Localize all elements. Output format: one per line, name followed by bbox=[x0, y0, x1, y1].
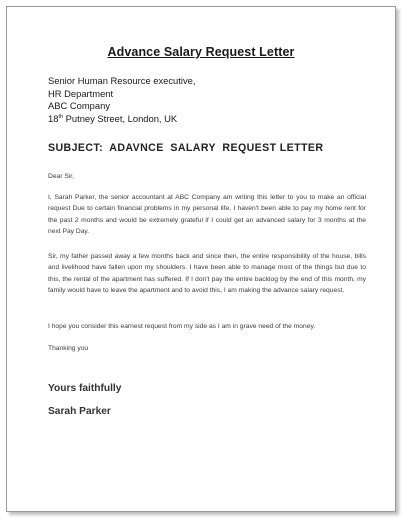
recipient-title: Senior Human Resource executive, bbox=[48, 75, 196, 86]
letter-subject: SUBJECT: ADAVNCE SALARY REQUEST LETTER bbox=[48, 142, 324, 154]
closing-line: Yours faithfully bbox=[48, 383, 122, 394]
letter-title: Advance Salary Request Letter bbox=[107, 45, 295, 59]
street-name: Putney Street, London, UK bbox=[63, 112, 178, 124]
signature-name: Sarah Parker bbox=[48, 406, 111, 417]
body-paragraph-2: Sir, my father passed away a few months back and since then, the entire responsibility of the house, bills and livelihood have fallen upon my shoulders. I have been able to manage most of the things but due to this, the rental of the apartment has suffered. If I don't pay the entire backlog by the end of this month, my family would have to leave the apartment and to avoid this, I am making the advance salary request. bbox=[48, 253, 366, 294]
letter-page bbox=[6, 6, 396, 512]
salutation: Dear Sir, bbox=[48, 173, 75, 180]
street-number: 18 bbox=[48, 112, 59, 124]
recipient-company: ABC Company bbox=[48, 100, 111, 111]
body-paragraph-1: I, Sarah Parker, the senior accountant at ABC Company am writing this letter to you to make an official request Due to certain financial problems in my personal life, I haven't been able to pay my home rent for the past 2 months and would be extremely grateful if I could get an advanced salary for 3 months at the next Pay Day. bbox=[48, 194, 366, 235]
body-paragraph-3: I hope you consider this earnest request from my side as I am in grave need of the money. bbox=[48, 323, 316, 330]
thanks-line: Thanking you bbox=[48, 345, 89, 352]
recipient-address bbox=[48, 75, 195, 125]
street-number-suffix: th bbox=[58, 113, 64, 120]
recipient-department: HR Department bbox=[48, 87, 114, 99]
recipient-street bbox=[48, 113, 195, 126]
